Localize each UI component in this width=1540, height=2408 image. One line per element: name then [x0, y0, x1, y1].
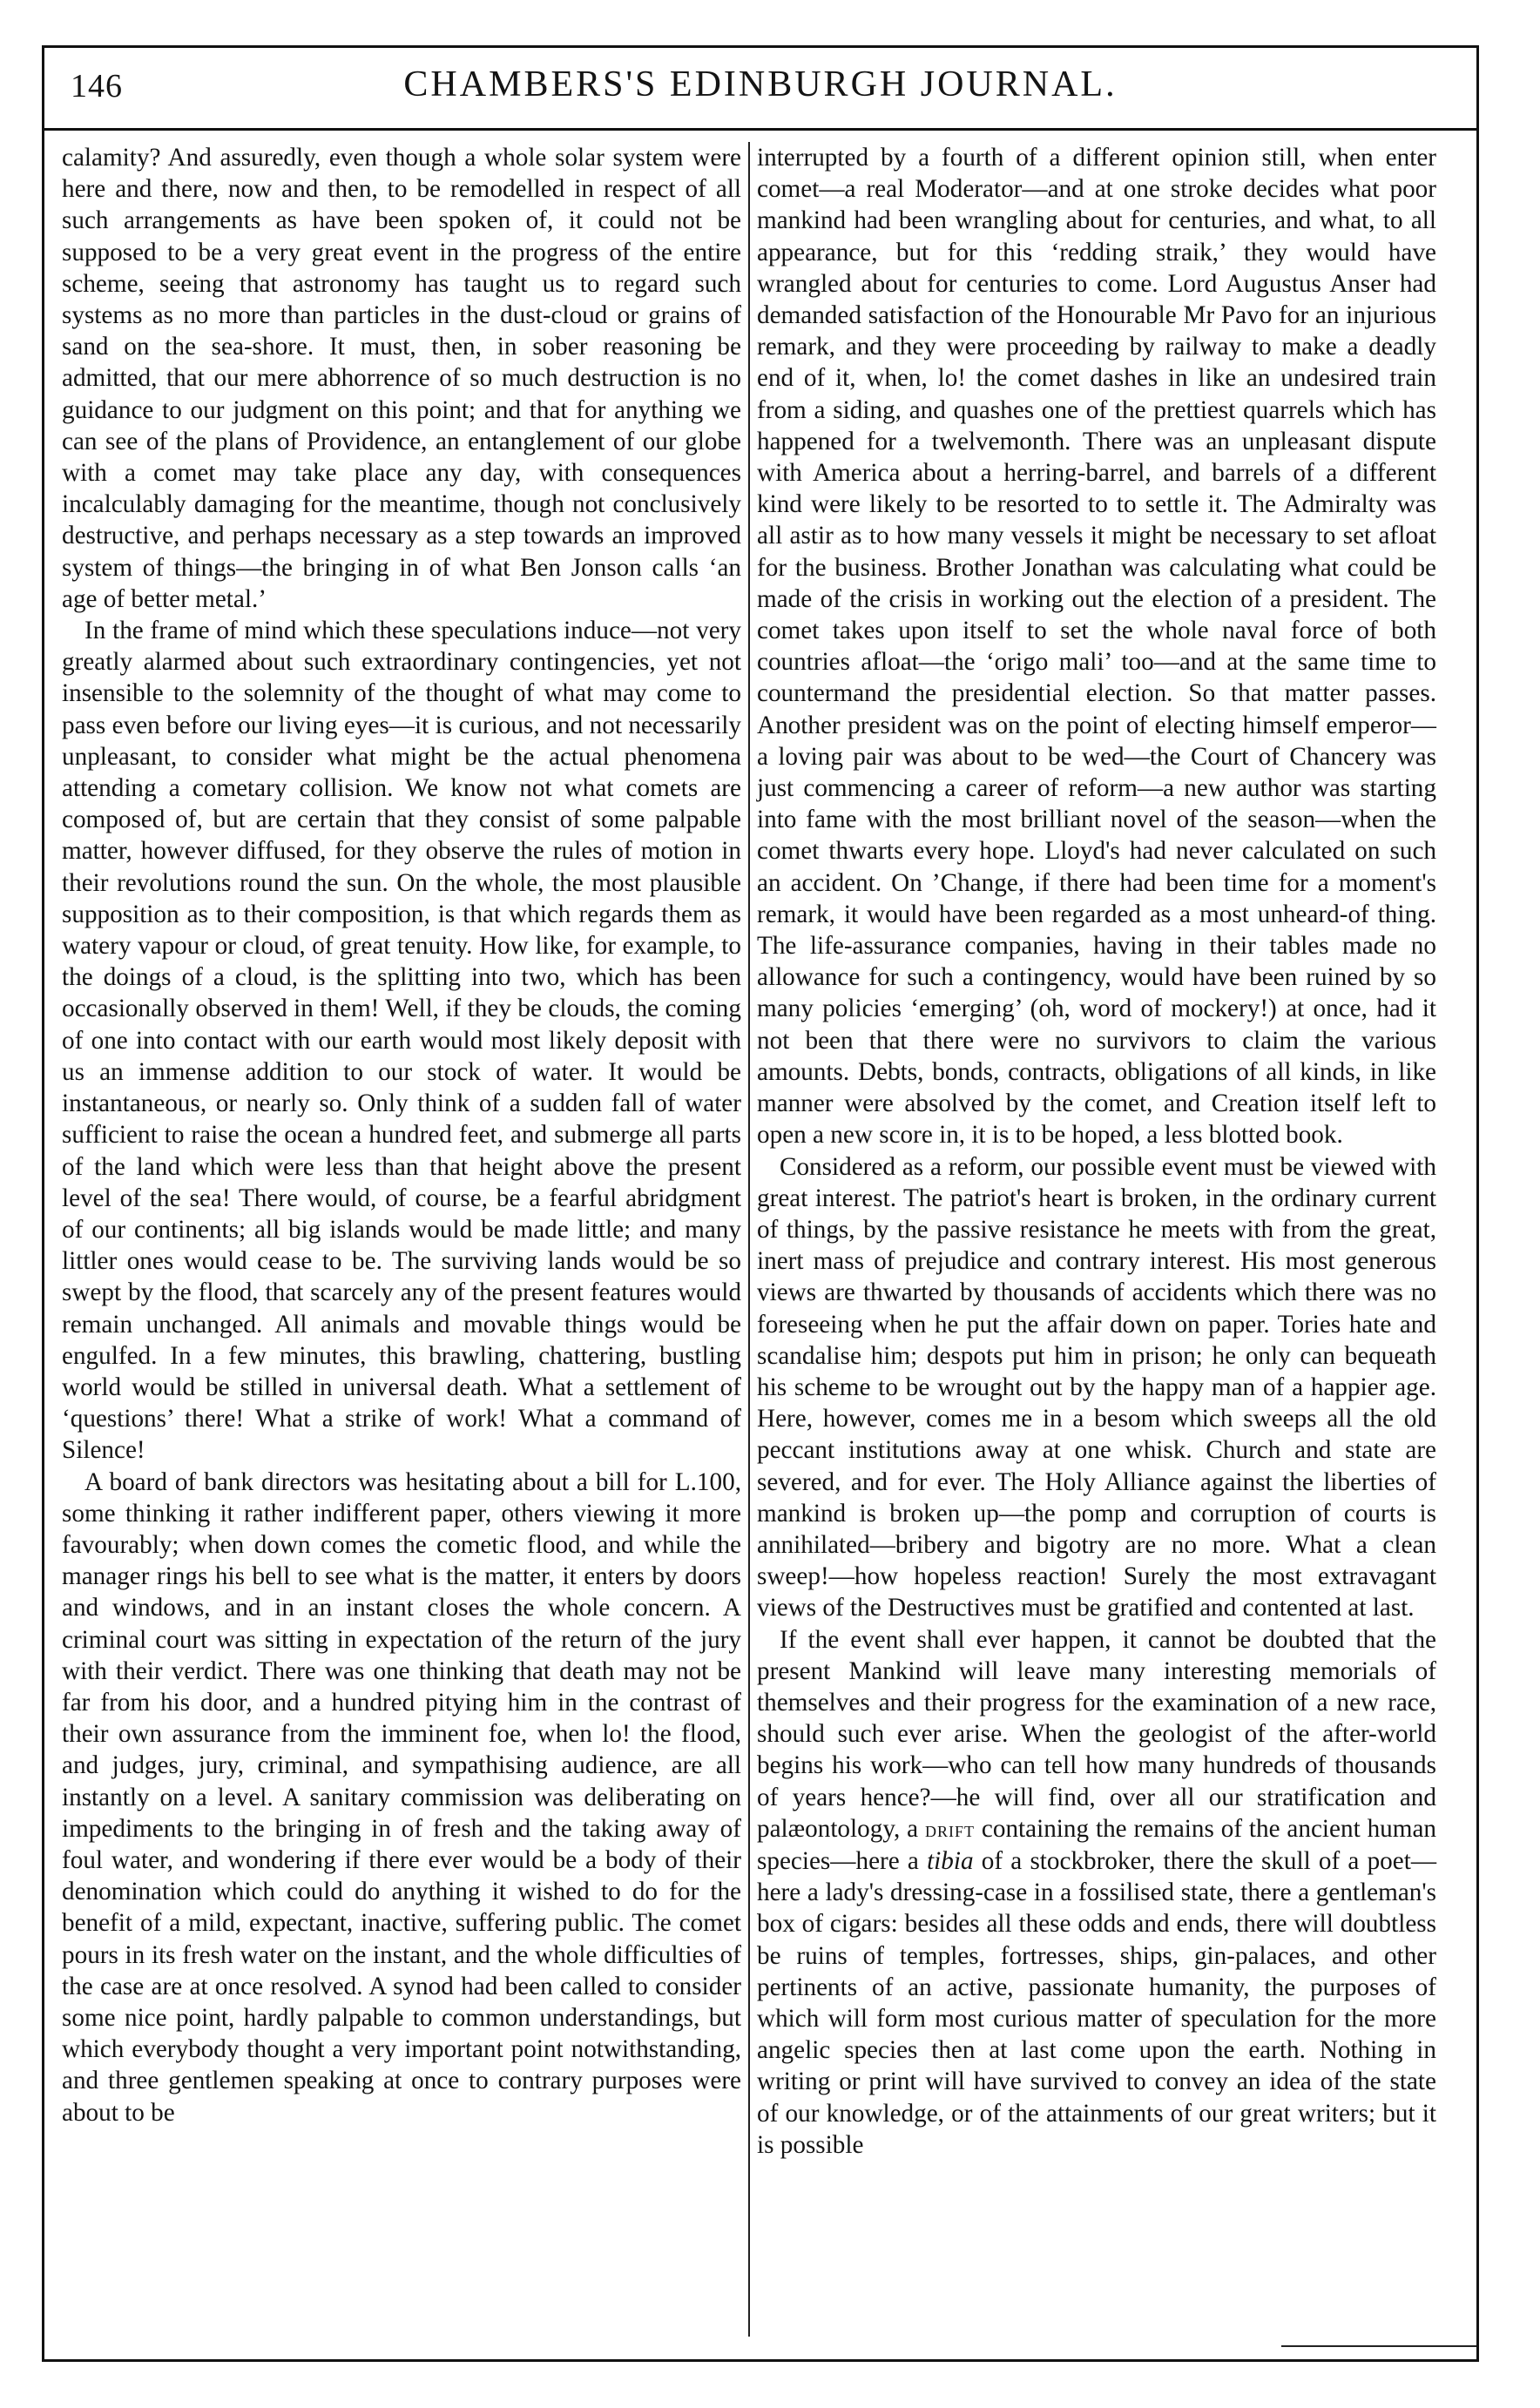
paragraph: calamity? And assuredly, even though a whole solar system were here and there, now and then, to be remodelled in respect of all such arrangements as have been spoken of, it could not be supposed to be a very great event in the progress of the entire scheme, seeing that astronomy has taught us to regard such systems as no more than particles in the dust-cloud or grains of sand on the sea-shore. It must, then, in sober reasoning be admitted, that our mere abhorrence of so much destruction is no guidance to our judgment on this point; and that for anything we can see of the plans of Providence, an entanglement of our globe with a comet may take place any day, with consequences incalculably damaging for the meantime, though not conclusively destructive, and perhaps necessary as a step towards an improved system of things—the bringing in of what Ben Jonson calls ‘an age of better metal.’ — [62, 144, 741, 613]
journal-title: CHAMBERS'S EDINBURGH JOURNAL. — [403, 64, 1118, 105]
paragraph — [757, 1624, 1436, 2161]
bottom-rule — [1281, 2345, 1476, 2347]
page-header — [44, 48, 1476, 131]
small-caps-term: drift — [925, 1816, 976, 1842]
italic-term: tibia — [927, 1846, 974, 1875]
paragraph: In the frame of mind which these speculations induce—not very greatly alarmed about such extraordinary contingencies, yet not insensible to the solemnity of the thought of what may come to pass even before our living eyes—it is curious, and not necessarily unpleasant, to consider what might be the actual phenomena attending a cometary collision. We know not what comets are composed of, but are certain that they consist of some palpable matter, however diffused, for they observe the rules of motion in their revolutions round the sun. On the whole, the most plausible supposition as to their composition, is that which regards them as watery vapour or cloud, of great tenuity. How like, for example, to the doings of a cloud, is the splitting into two, which has been occasionally observed in them! Well, if they be clouds, the coming of one into contact with our earth would most likely deposit with us an immense addition to our stock of water. It would be instantaneous, or nearly so. Only think of a sudden fall of water sufficient to raise the ocean a hundred feet, and submerge all parts of the land which were less than that height above the present level of the sea! There would, of course, be a fearful abridgment of our continents; all big islands would be made little; and many littler ones would cease to be. The surviving lands would be so swept by the flood, that scarcely any of the present features would remain unchanged. All animals and movable things would be engulfed. In a few minutes, this brawling, chattering, bustling world would be stilled in universal death. What a settlement of ‘questions’ there! What a strike of work! What a command of Silence! — [62, 617, 741, 1465]
paragraph: A board of bank directors was hesitating about a bill for L.100, some thinking it rather indifferent paper, others viewing it more favourably; when down comes the cometic flood, and while the manager rings his bell to see what is the matter, it enters by doors and windows, and in an instant closes the whole concern. A criminal court was sitting in expectation of the return of the jury with their verdict. There was one thinking that death may not be far from his door, and a hundred pitying him in the contrast of their own assurance from the imminent foe, when lo! the flood, and judges, jury, criminal, and sympathising audience, are all instantly on a level. A sanitary commission was deliberating on impediments to the bringing in of fresh and the taking away of foul water, and wondering if there ever would be a body of their denomination which could do anything it wished to do for the benefit of a mild, expectant, inactive, suffering public. The comet pours in its fresh water on the instant, and the whole difficulties of the case are at once resolved. A synod had been called to consider some nice point, hardly palpable to common understandings, but which everybody thought a very important point notwithstanding, and three gentlemen speaking at once to contrary purposes were about to be — [62, 1467, 741, 2127]
page-number: 146 — [71, 68, 123, 105]
column-divider — [748, 142, 750, 2337]
paragraph: interrupted by a fourth of a different opinion still, when enter comet—a real Moderator—and at one stroke decides what poor mankind had been wrangling about for centuries, and what, to all appearance, but for this ‘redding straik,’ they would have wrangled about for centuries to come. Lord Augustus Anser had demanded satisfaction of the Honourable Mr Pavo for an injurious remark, and they were proceeding by railway to make a deadly end of it, when, lo! the comet dashes in like an undesired train from a siding, and quashes one of the prettiest quarrels which has happened for a twelvemonth. There was an unpleasant dispute with America about a herring-barrel, and barrels of a different kind were likely to be resorted to to settle it. The Admiralty was all astir as to how many vessels it might be necessary to set afloat for the business. Brother Jonathan was calculating what could be made of the crisis in working out the election of a president. The comet takes upon itself to set the whole naval force of both countries afloat—the ‘origo mali’ too—and at the same time to countermand the presidential election. So that matter passes. Another president was on the point of electing himself emperor—a loving pair was about to be wed—the Court of Chancery was just commencing a career of reform—a new author was starting into fame with the most brilliant novel of the season—when the comet thwarts every hope. Lloyd's had never calculated on such an accident. On ’Change, if there had been time for a moment's remark, it would have been regarded as a most unheard-of thing. The life-assurance companies, having in their tables made no allowance for such a contingency, would have been ruined by so many policies ‘emerging’ (oh, word of mockery!) at once, had it not been that there were no survivors to claim the various amounts. Debts, bonds, contracts, obligations of all kinds, in like manner were absolved by the comet, and Creation itself left to open a new score in, it is to be hoped, a less blotted book. — [757, 144, 1436, 1150]
text-run: of a stockbroker, there the skull of a poet—here a lady's dressing-case in a fossilised state, there a gentleman's box of cigars: besides all these odds and ends, there will doubtless be ruins of temples, fortresses, ships, gin-palaces, and other pertinents of an active, passionate humanity, the purposes of which will form most curious matter of speculation for the more angelic species then at last come upon the earth. Nothing in writing or print will have survived to convey an idea of the state of our knowledge, or of the attainments of our great writers; but it is possible — [757, 1846, 1437, 2159]
text-run: If the event shall ever happen, it cannot be doubted that the present Mankind will leave many interesting memorials of themselves and their progress for the examination of a new race, should such ever arise. When the geologist of the after-world begins his work—who can tell how many hundreds of thousands of years hence?—he will find, over all our stratification and palæontology, a — [757, 1625, 1436, 1843]
journal-page — [42, 45, 1479, 2362]
paragraph: Considered as a reform, our possible event must be viewed with great interest. The patriot's heart is broken, in the ordinary current of things, by the passive resistance he meets with from the great, inert mass of prejudice and contrary interest. His most generous views are thwarted by thousands of accidents which there was no foreseeing when he put the affair down on paper. Tories hate and scandalise him; despots put him in prison; he only can bequeath his scheme to be wrought out by the happy man of a happier age. Here, however, comes me in a besom which sweeps all the old peccant institutions away at one whisk. Church and state are severed, and for ever. The Holy Alliance against the liberties of mankind is broken up—the pomp and corruption of courts is annihilated—bribery and bigotry are no more. What a clean sweep!—how hopeless reaction! Surely the most extravagant views of the Destructives must be gratified and contented at last. — [757, 1152, 1436, 1622]
text-run: containing the remains of the ancient human species—here a — [757, 1814, 1437, 1875]
right-column — [757, 142, 1436, 2337]
left-column — [62, 142, 741, 2337]
